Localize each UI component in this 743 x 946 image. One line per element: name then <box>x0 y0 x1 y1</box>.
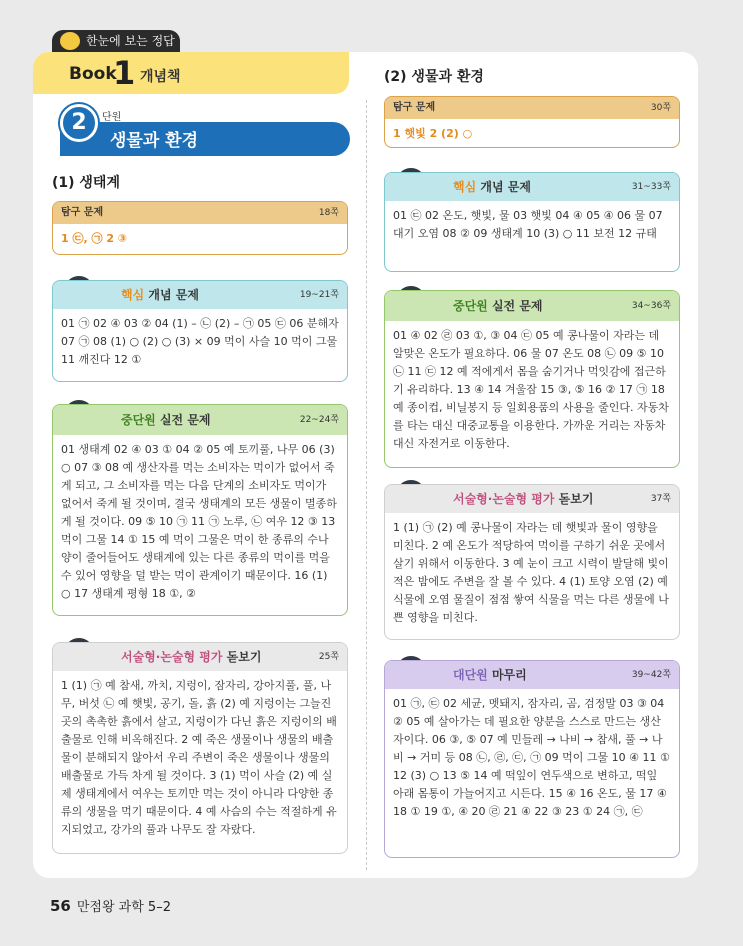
column-divider <box>366 100 367 870</box>
book-header <box>33 52 349 94</box>
unit-title-bar <box>60 122 350 156</box>
right-core-title-a: 핵심 <box>453 180 477 194</box>
right-inquiry-box <box>384 96 680 148</box>
right-essay-title-b: 돋보기 <box>554 492 594 506</box>
right-final-header <box>385 661 679 689</box>
right-mid-title-b: 실전 문제 <box>487 299 543 313</box>
left-essay-answers: 1 (1) ㉠ 예 참새, 까치, 지렁이, 잠자리, 강아지풀, 풀, 나무, 버섯 ㉡ 예 햇빛, 공기, 돌, 흙 (2) 예 지렁이는 그늘진 곳의 촉촉한 흙에서 살고, 지렁이가 다닌 흙은 지렁이의 배출물로 인해 비옥해진다. 2 예 죽은 생물이나 생물의 배출물이 분해되지 않아서 우리 주변이 죽은 생물이나 생물의 배출물로 가득 차게 될 것이다. 3 (1) 먹이 사슬 (2) 예 실제 생태계에서 여우는 토끼만 먹는 것이 아니라 다양한 종류의 생물을 먹기 때문이다. 4 예 사슴의 수는 적절하게 유지되었고, 강가의 풀과 나무도 잘 자랐다. <box>61 679 337 836</box>
right-essay-page: 37쪽 <box>650 494 671 504</box>
right-core-answers: 01 ㉢ 02 온도, 햇빛, 물 03 햇빛 04 ④ 05 ④ 06 물 07 대기 오염 08 ② 09 생태계 10 (3) ○ 11 보전 12 규태 <box>393 209 663 240</box>
unit-title: 생물과 환경 <box>110 131 199 151</box>
right-core-title-b: 개념 문제 <box>476 180 531 194</box>
left-inquiry-page: 18쪽 <box>318 208 339 218</box>
badge-label: 한눈에 보는 정답 <box>86 34 175 48</box>
left-inquiry-box <box>52 201 348 255</box>
left-mid-title-a: 중단원 <box>121 413 156 427</box>
left-essay-header <box>53 643 347 671</box>
right-inquiry-title: 탐구 문제 <box>393 102 436 113</box>
left-mid-box <box>52 404 348 616</box>
right-final-title-a: 대단원 <box>453 668 488 682</box>
left-core-answers: 01 ㉠ 02 ④ 03 ② 04 (1) – ㉡ (2) – ㉠ 05 ㉢ 06 분해자 07 ㉠ 08 (1) ○ (2) ○ (3) × 09 먹이 사슬 10 먹이 그물 11 깨진다 12 ① <box>61 317 339 366</box>
right-final-title-b: 마무리 <box>487 668 527 682</box>
left-mid-page: 22~24쪽 <box>299 415 339 425</box>
right-core-page: 31~33쪽 <box>631 182 671 192</box>
page-footer <box>50 896 171 915</box>
left-mid-answers: 01 생태계 02 ④ 03 ① 04 ② 05 예 토끼풀, 나무 06 (3) ○ 07 ③ 08 예 생산자를 먹는 소비자는 먹이가 없어서 죽게 되고, 그 소비자를 먹는 다음 단계의 소비자도 먹이가 없어서 죽게 될 것이며, 결국 생태계의 모든 생물이 멸종하게 될 것이다. 09 ⑤ 10 ㉠ 11 ㉠ 노루, ㉡ 여우 12 ③ 13 먹이 그물 14 ① 15 예 먹이 그물은 먹이 한 종류의 수나 양이 줄어들어도 생태계에 있는 다른 종류의 먹이를 먹을 수 있어 영향을 덜 받는 먹이 관계이기 때문이다. 16 (1) ○ 17 생태계 평형 18 ①, ② <box>61 443 337 600</box>
right-mid-title-a: 중단원 <box>453 299 488 313</box>
book-number: 1 <box>113 54 136 92</box>
right-mid-page: 34~36쪽 <box>631 301 671 311</box>
right-final-box <box>384 660 680 858</box>
right-core-box <box>384 172 680 272</box>
left-core-title-b: 개념 문제 <box>144 288 199 302</box>
left-core-page: 19~21쪽 <box>299 290 339 300</box>
right-mid-answers: 01 ④ 02 ㉣ 03 ①, ③ 04 ㉢ 05 예 콩나물이 자라는 데 알맞은 온도가 필요하다. 06 물 07 온도 08 ㉡ 09 ⑤ 10 ㉡ 11 ㉢ 12 예 적에게서 몸을 숨기거나 먹잇감에 접근하기 유리하다. 13 ④ 14 겨울잠 15 ③, ⑤ 16 ② 17 ㉠ 18 예 종이컵, 비닐봉지 등 일회용품의 사용을 줄인다. 자동차를 타는 대신 대중교통을 이용한다. 가까운 거리는 자동차 대신 자전거로 이동한다. <box>393 329 669 450</box>
section-heading-right: (2) 생물과 환경 <box>384 69 484 85</box>
book-series: 만점왕 과학 5–2 <box>76 900 171 915</box>
left-core-box <box>52 280 348 382</box>
right-essay-box <box>384 484 680 640</box>
left-inquiry-title: 탐구 문제 <box>61 207 104 218</box>
unit-number: 2 <box>60 104 98 142</box>
right-final-answers: 01 ㉠, ㉢ 02 세균, 멧돼지, 잠자리, 곰, 검정말 03 ③ 04 ② 05 예 살아가는 데 필요한 양분을 스스로 만드는 생산자이다. 06 ③, ⑤ 07 예 민들레 → 나비 → 참새, 풀 → 나비 → 거미 등 08 ㉡, ㉣, ㉢, ㉠ 09 먹이 그물 10 ④ 11 ① 12 (3) ○ 13 ⑤ 14 예 떡잎이 연두색으로 변하고, 떡잎 아래 몸통이 가늘어지고 시든다. 15 ④ 16 온도, 물 17 ④ 18 ① 19 ①, ④ 20 ㉣ 21 ④ 22 ③ 23 ① 24 ㉠, ㉢ <box>393 697 670 818</box>
left-inquiry-answers: 1 ㉢, ㉠ 2 ③ <box>61 232 128 245</box>
book-label: Book <box>69 64 117 84</box>
left-mid-header <box>53 405 347 435</box>
page-number: 56 <box>50 897 71 915</box>
left-core-header <box>53 281 347 309</box>
left-mid-title-b: 실전 문제 <box>155 413 211 427</box>
section-heading-left: (1) 생태계 <box>52 175 120 191</box>
right-essay-answers: 1 (1) ㉠ (2) 예 콩나물이 자라는 데 햇빛과 물이 영향을 미친다. 2 예 온도가 적당하여 먹이를 구하기 쉬운 곳에서 살기 위해서 이동한다. 3 예 눈이 크고 시력이 발달해 빛이 적은 밤에도 주변을 잘 볼 수 있다. 4 (1) 토양 오염 (2) 예 식물에 오염 물질이 점점 쌓여 식물을 먹는 다른 생물에 나쁜 영향을 미친다. <box>393 521 669 624</box>
left-essay-page: 25쪽 <box>318 652 339 662</box>
right-inquiry-answers: 1 햇빛 2 (2) ○ <box>393 127 473 140</box>
answer-key-badge <box>52 30 180 52</box>
right-essay-header <box>385 485 679 513</box>
left-core-title-a: 핵심 <box>121 288 145 302</box>
left-essay-title-a: 서술형·논술형 평가 <box>121 650 223 664</box>
helmet-icon <box>60 32 80 50</box>
left-inquiry-header <box>53 202 347 224</box>
right-inquiry-header <box>385 97 679 119</box>
book-name: 개념책 <box>140 69 181 85</box>
right-mid-header <box>385 291 679 321</box>
right-mid-box <box>384 290 680 468</box>
left-essay-box <box>52 642 348 854</box>
unit-small-label: 단원 <box>102 112 122 123</box>
left-essay-title-b: 돋보기 <box>222 650 262 664</box>
right-final-page: 39~42쪽 <box>631 670 671 680</box>
right-inquiry-page: 30쪽 <box>650 103 671 113</box>
right-core-header <box>385 173 679 201</box>
right-essay-title-a: 서술형·논술형 평가 <box>453 492 555 506</box>
